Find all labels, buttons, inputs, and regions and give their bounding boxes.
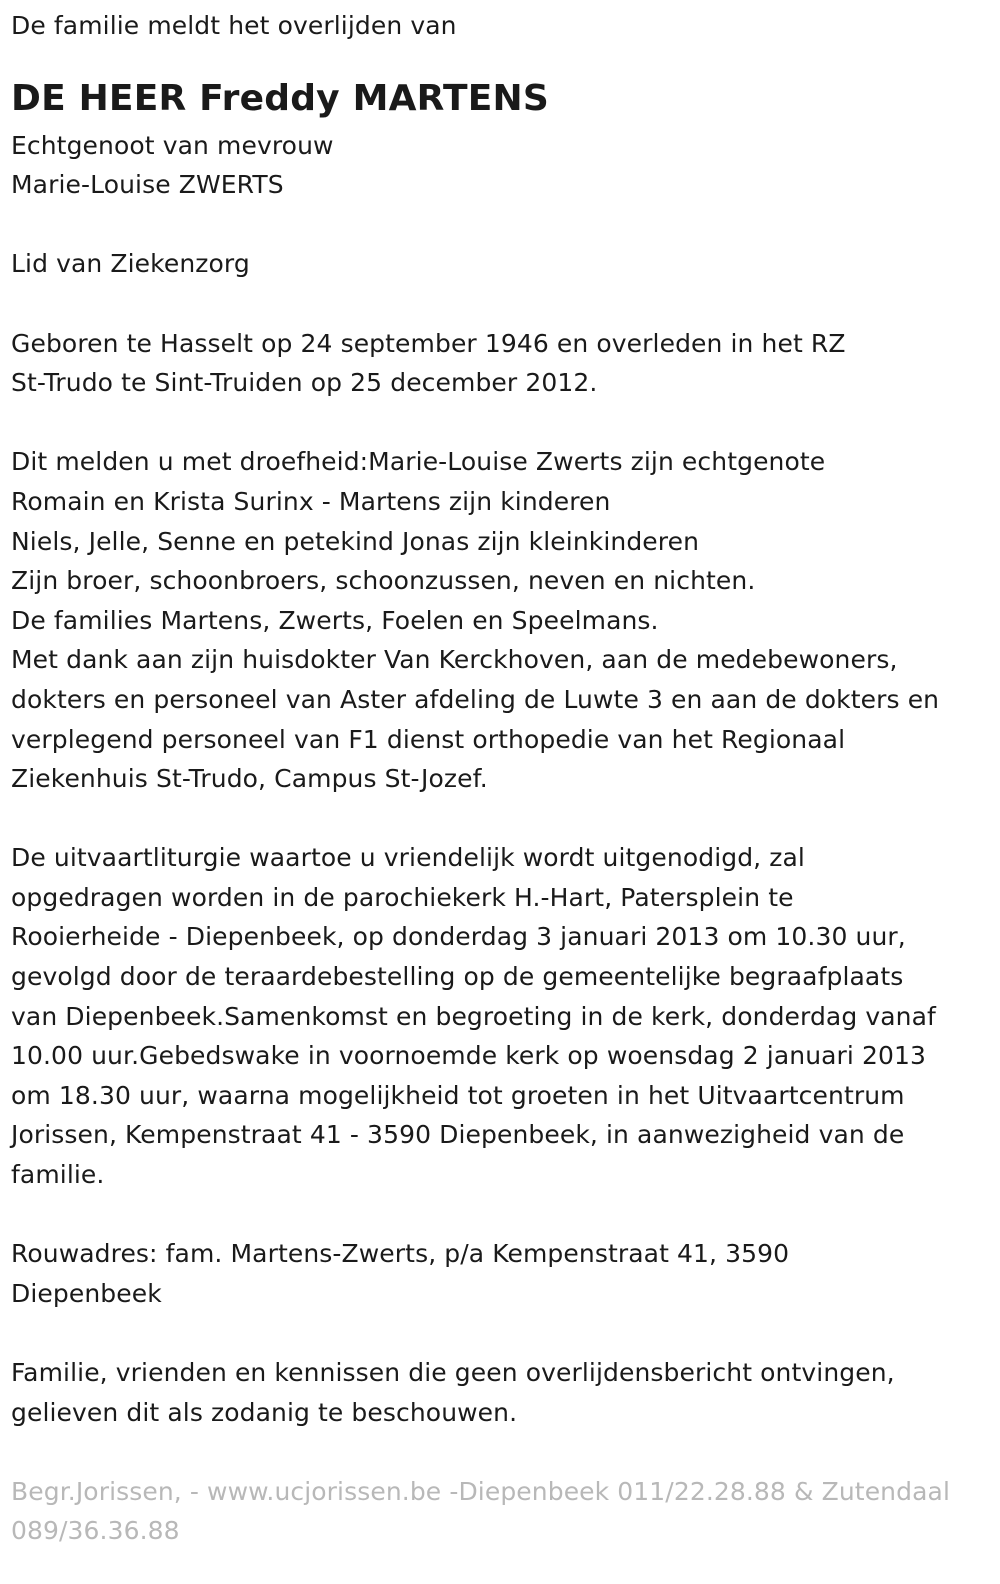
- spacer: [11, 1432, 1000, 1472]
- funeral-home-footer: [11, 1472, 1000, 1551]
- paragraph-line: De uitvaartliturgie waartoe u vriendelijk wordt uitgenodigd, zal: [11, 843, 805, 873]
- spacer: [11, 284, 1000, 324]
- paragraph-line: verplegend personeel van F1 dienst orthopedie van het Regionaal: [11, 724, 846, 754]
- footer-line: 089/36.36.88: [11, 1516, 180, 1546]
- paragraph-line: Zijn broer, schoonbroers, schoonzussen, neven en nichten.: [11, 566, 756, 596]
- paragraph-line: Geboren te Hasselt op 24 september 1946 en overleden in het RZ: [11, 328, 846, 358]
- paragraph-line: van Diepenbeek.Samenkomst en begroeting in de kerk, donderdag vanaf: [11, 1001, 936, 1031]
- spacer: [11, 205, 1000, 245]
- spouse-line-1: Echtgenoot van mevrouw: [11, 130, 334, 160]
- paragraph-line: familie.: [11, 1160, 105, 1190]
- paragraph-line: Romain en Krista Surinx - Martens zijn kinderen: [11, 486, 611, 516]
- spacer: [11, 799, 1000, 839]
- paragraph-line: De families Martens, Zwerts, Foelen en Speelmans.: [11, 605, 659, 635]
- spouse-line-2: Marie-Louise ZWERTS: [11, 170, 284, 200]
- deceased-name: DE HEER Freddy MARTENS: [11, 77, 549, 119]
- mourning-address-paragraph: [11, 1234, 1000, 1313]
- paragraph-line: Dit melden u met droefheid:Marie-Louise Zwerts zijn echtgenote: [11, 447, 826, 477]
- paragraph-line: Rooierheide - Diepenbeek, op donderdag 3 januari 2013 om 10.30 uur,: [11, 922, 906, 952]
- paragraph-line: Jorissen, Kempenstraat 41 - 3590 Diepenbeek, in aanwezigheid van de: [11, 1120, 905, 1150]
- paragraph-line: dokters en personeel van Aster afdeling de Luwte 3 en aan de dokters en: [11, 684, 940, 714]
- spacer: [11, 1195, 1000, 1235]
- footer-line: Begr.Jorissen, - www.ucjorissen.be -Diepenbeek 011/22.28.88 & Zutendaal: [11, 1476, 950, 1506]
- membership-text: Lid van Ziekenzorg: [11, 249, 250, 279]
- paragraph-line: gelieven dit als zodanig te beschouwen.: [11, 1397, 518, 1427]
- paragraph-line: opgedragen worden in de parochiekerk H.-Hart, Patersplein te: [11, 882, 794, 912]
- paragraph-line: om 18.30 uur, waarna mogelijkheid tot groeten in het Uitvaartcentrum: [11, 1080, 905, 1110]
- mourners-paragraph: [11, 442, 1000, 798]
- paragraph-line: 10.00 uur.Gebedswake in voornoemde kerk op woensdag 2 januari 2013: [11, 1041, 927, 1071]
- birth-death-paragraph: [11, 324, 1000, 403]
- intro-text: De familie meldt het overlijden van: [11, 11, 457, 40]
- paragraph-line: Niels, Jelle, Senne en petekind Jonas zijn kleinkinderen: [11, 526, 700, 556]
- closing-paragraph: [11, 1353, 1000, 1432]
- spacer: [11, 1313, 1000, 1353]
- paragraph-line: Familie, vrienden en kennissen die geen overlijdensbericht ontvingen,: [11, 1358, 895, 1387]
- paragraph-line: gevolgd door de teraardebestelling op de gemeentelijke begraafplaats: [11, 962, 904, 992]
- paragraph-line: Rouwadres: fam. Martens-Zwerts, p/a Kempenstraat 41, 3590: [11, 1239, 790, 1269]
- spacer: [11, 403, 1000, 443]
- paragraph-line: Ziekenhuis St-Trudo, Campus St-Jozef.: [11, 764, 488, 794]
- paragraph-line: St-Trudo te Sint-Truiden op 25 december 2012.: [11, 368, 598, 398]
- paragraph-line: Diepenbeek: [11, 1278, 162, 1308]
- paragraph-line: Met dank aan zijn huisdokter Van Kerckhoven, aan de medebewoners,: [11, 645, 898, 675]
- funeral-paragraph: [11, 838, 1000, 1194]
